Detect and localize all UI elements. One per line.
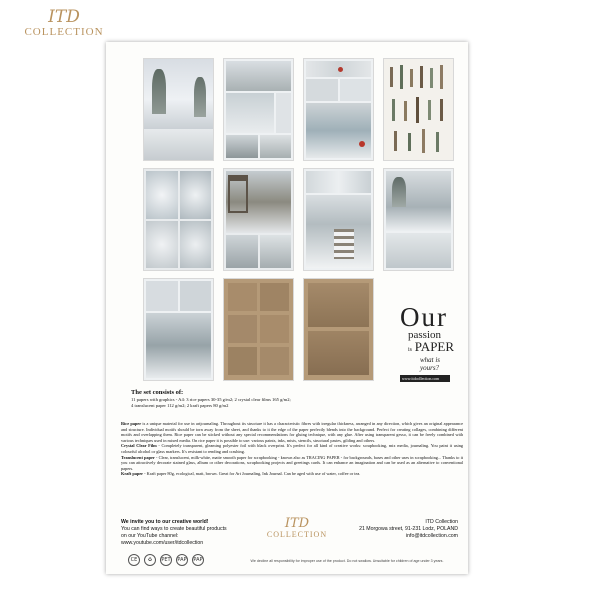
contact-block bbox=[348, 519, 458, 540]
tagline-passion: passion bbox=[408, 329, 441, 341]
footer-logo-script: ITD bbox=[284, 516, 310, 531]
description-translucent: Translucent paper - Clear, translucent, milk-white, matte smooth paper for scrapbooking - known also as TRACING PAPER - for backgrounds, bases and other uses in scrapbooking... Thanks to it you can attractively decorate stained glass, album or other decorations, scrapbooking projects and greetings cards. It can enhance an imagination and can be used as an alternative to conventional papers. bbox=[121, 454, 463, 471]
set-contents bbox=[131, 397, 461, 409]
thumbnail-frost-ornaments[interactable] bbox=[143, 168, 214, 271]
logo-word: COLLECTION bbox=[24, 26, 104, 38]
youtube-link[interactable]: www.youtube.com/user/itdcollection bbox=[121, 540, 204, 546]
footer-logo-word: COLLECTION bbox=[266, 530, 328, 539]
invite-block bbox=[121, 519, 251, 547]
thumbnail-snow-garden[interactable] bbox=[383, 168, 454, 271]
description-kraft: Kraft paper - Kraft paper 80g, ecological, matt, brown. Great for Art Journaling, Ink Journal. Can be aged with use of water, coffee or tea. bbox=[121, 471, 361, 477]
thumbnail-gazebo-winter[interactable] bbox=[223, 168, 294, 271]
logo-script: ITD bbox=[48, 7, 80, 27]
invite-line: You can find ways to create beautiful products bbox=[121, 526, 227, 532]
certification-icons bbox=[128, 553, 204, 567]
brand-logo bbox=[14, 8, 114, 38]
set-line: 4 translucent paper 112 g/m2; 2 kraft papers 80 g/m2 bbox=[131, 403, 229, 408]
thumbnail-kraft-sketch-1[interactable] bbox=[223, 278, 294, 381]
description-crystal: Crystal Clear Film - Completely transparent, gleaming polyester foil with black overprint. It's perfect for all kind of creative works: scrapbooking, mix media, journaling. You paint it using colourful alcohol or glass markers. It's resistant to rending and crashing. bbox=[121, 443, 464, 454]
invite-line: on our YouTube channel: bbox=[121, 533, 179, 539]
set-line: 11 papers with graphics - A4: 3 rice papers 30-35 g/m2; 2 crystal clear films 165 g/m2; bbox=[131, 397, 291, 402]
tagline-paper: is PAPER bbox=[408, 339, 455, 354]
tagline-our: Our bbox=[400, 302, 448, 332]
ce-mark-icon: CE bbox=[128, 554, 140, 566]
thumbnail-cardinals-river[interactable] bbox=[303, 58, 374, 161]
company-email[interactable]: info@itdcollection.com bbox=[406, 533, 458, 539]
thumbnail-winter-scenes-birds[interactable] bbox=[223, 58, 294, 161]
footer-logo bbox=[262, 517, 332, 539]
thumbnail-winter-landscape-mix[interactable] bbox=[143, 278, 214, 381]
description-rice: Rice paper is a unique material for use in artjournaling. Throughout its structure it has a characteristic fibres with irregular thickness, arranged in any direction, which gives an original appearance and structure. Individual motifs should be torn away from the sheet, and thanks to it the edge of the paper perfectly blends into the background. Perfect for creating collages, combining different motifs and overlapping them. Rice paper can be sticked without any special recommendations for gluing technique, with any glue. After using transparent gesso, it can be freely combined with various techniques used in mixed media. On rice paper it is possible to use: various paints, inks, mists, stencils, structural pastes, gilding and others. bbox=[121, 421, 463, 443]
company-name: ITD Collection bbox=[425, 519, 458, 525]
pap-recycle-icon: PAP bbox=[176, 554, 188, 566]
recycle-icon: ♻ bbox=[144, 554, 156, 566]
passion-tagline bbox=[400, 302, 460, 382]
paper-descriptions bbox=[121, 421, 463, 477]
thumbnail-snowy-stairs[interactable] bbox=[303, 168, 374, 271]
thumbnail-botanical-sketches[interactable] bbox=[383, 58, 454, 161]
tagline-url[interactable]: www.itdcollection.com bbox=[400, 375, 450, 382]
company-address: 21 Morgowa street, 91-231 Lodz, POLAND bbox=[359, 526, 458, 532]
invite-heading: We invite you to our creative world! bbox=[121, 519, 209, 525]
pet-recycle-icon: PET bbox=[160, 554, 172, 566]
safety-disclaimer: We decline all responsibility for improper use of the product. Do not swallow. Unsuitable for children of age under 3 years. bbox=[250, 559, 444, 563]
thumbnail-winter-forest[interactable] bbox=[143, 58, 214, 161]
pap-recycle-icon: PAP bbox=[192, 554, 204, 566]
tagline-question: what is yours? bbox=[420, 356, 441, 372]
thumbnail-kraft-sketch-2[interactable] bbox=[303, 278, 374, 381]
set-title: The set consists of: bbox=[131, 389, 184, 396]
